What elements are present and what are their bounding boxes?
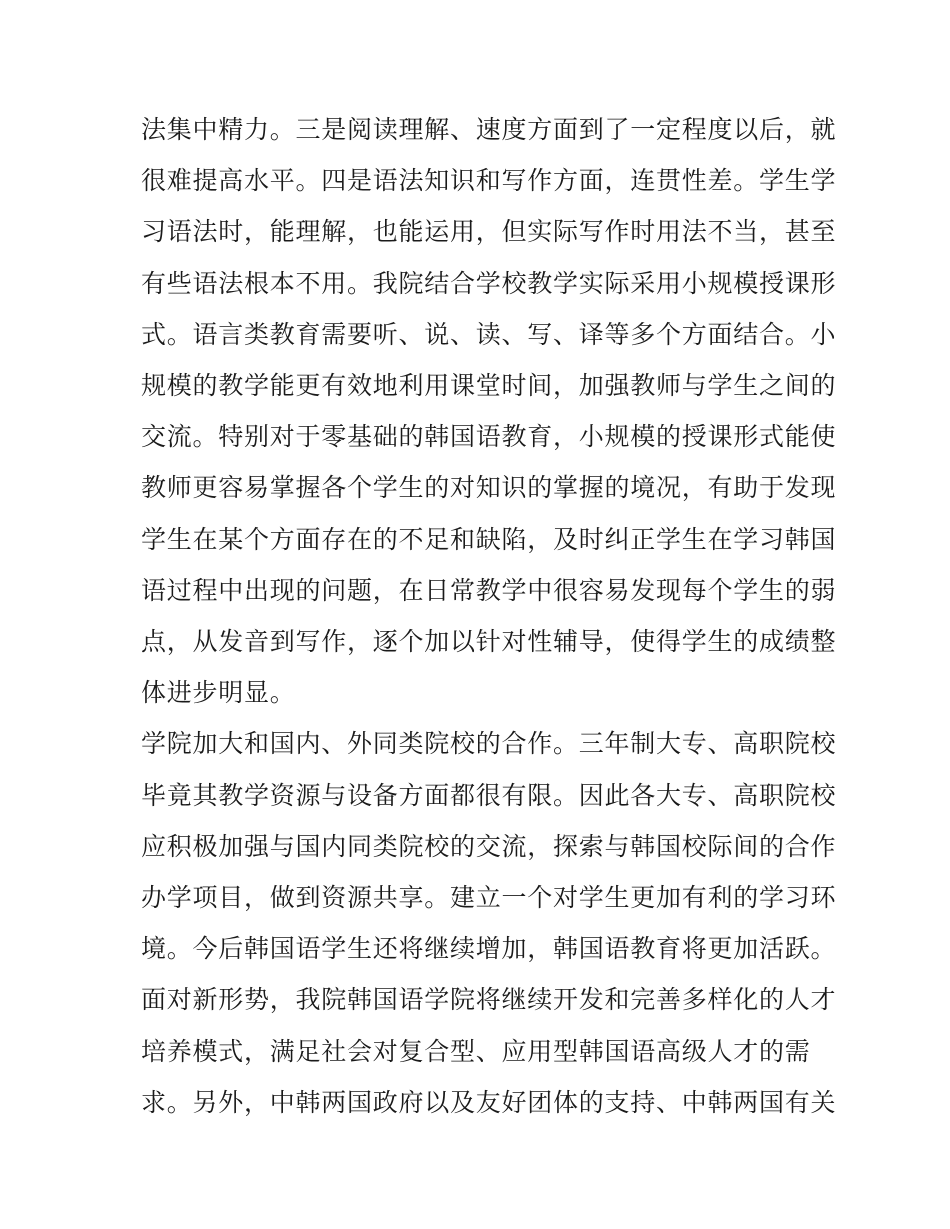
text-line: 境。今后韩国语学生还将继续增加，韩国语教育将更加活跃。 xyxy=(141,934,837,964)
text-line: 教师更容易掌握各个学生的对知识的掌握的境况，有助于发现 xyxy=(141,473,837,503)
text-line: 很难提高水平。四是语法知识和写作方面，连贯性差。学生学 xyxy=(141,166,837,196)
text-line: 学院加大和国内、外同类院校的合作。三年制大专、高职院校 xyxy=(141,729,837,759)
text-line: 学生在某个方面存在的不足和缺陷，及时纠正学生在学习韩国 xyxy=(141,524,837,554)
text-line: 面对新形势，我院韩国语学院将继续开发和完善多样化的人才 xyxy=(141,985,837,1015)
text-line: 毕竟其教学资源与设备方面都很有限。因此各大专、高职院校 xyxy=(141,780,837,810)
text-line: 规模的教学能更有效地利用课堂时间，加强教师与学生之间的 xyxy=(141,371,837,400)
text-line: 应积极加强与国内同类院校的交流，探索与韩国校际间的合作 xyxy=(141,831,837,861)
text-line: 办学项目，做到资源共享。建立一个对学生更加有利的学习环 xyxy=(141,883,837,912)
text-line: 语过程中出现的问题，在日常教学中很容易发现每个学生的弱 xyxy=(141,575,837,605)
text-line: 式。语言类教育需要听、说、读、写、译等多个方面结合。小 xyxy=(141,319,837,349)
text-line: 求。另外，中韩两国政府以及友好团体的支持、中韩两国有关 xyxy=(141,1087,837,1117)
text-line: 培养模式，满足社会对复合型、应用型韩国语高级人才的需 xyxy=(141,1036,811,1066)
text-line: 有些语法根本不用。我院结合学校教学实际采用小规模授课形 xyxy=(141,268,837,298)
text-line: 习语法时，能理解，也能运用，但实际写作时用法不当，甚至 xyxy=(141,217,837,247)
text-line: 点，从发音到写作，逐个加以针对性辅导，使得学生的成绩整 xyxy=(141,627,837,656)
text-line: 交流。特别对于零基础的韩国语教育，小规模的授课形式能使 xyxy=(141,422,837,452)
text-line: 法集中精力。三是阅读理解、速度方面到了一定程度以后，就 xyxy=(141,115,837,144)
text-line: 体进步明显。 xyxy=(141,678,296,708)
